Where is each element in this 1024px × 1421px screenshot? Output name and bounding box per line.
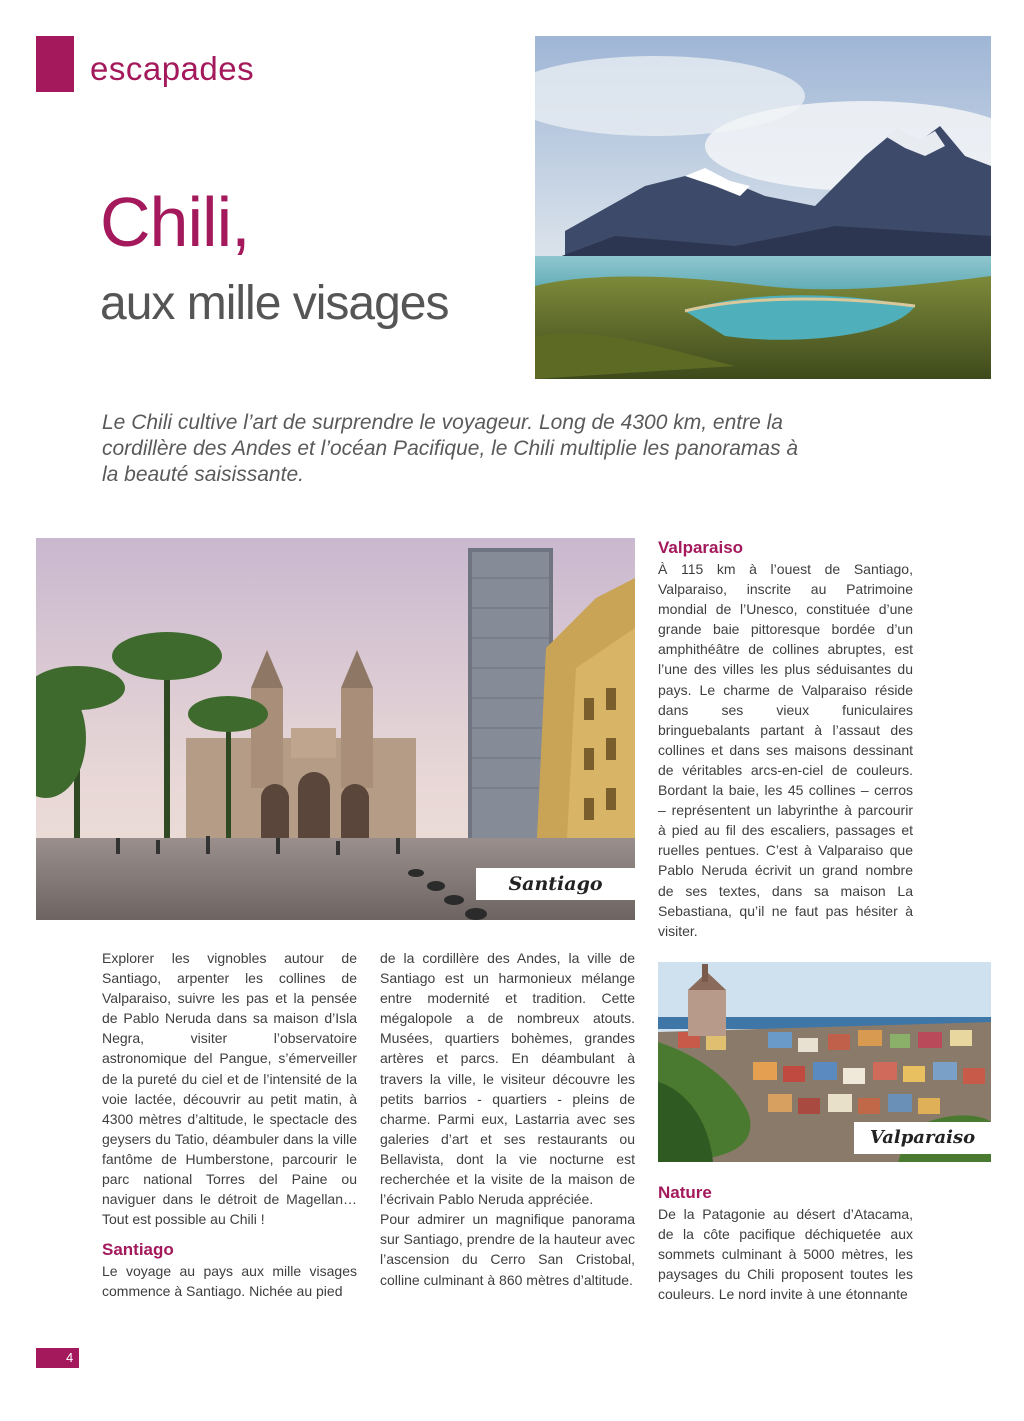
text-column-1 <box>102 948 357 1302</box>
photo-santiago <box>36 538 635 920</box>
text-column-2 <box>380 948 635 1290</box>
photo-valparaiso <box>658 962 991 1162</box>
intro-paragraph: Explorer les vignobles autour de Santiago, arpenter les collines de Valparaiso, suivre les pas et la pensée de Pablo Neruda dans sa maison d’Isla Negra, visiter l’observatoire astronomique del Pangue, s’émerveiller de la pureté du ciel et de l’intensité de la voie lactée, découvrir au petit matin, à 4300 mètres d’altitude, le spectacle des geysers du Tatio, déambuler dans la ville fantôme de Humberstone, parcourir le parc national Torres del Paine ou naviguer dans le détroit de Magellan… Tout est possible au Chili ! <box>102 950 357 1228</box>
santiago-heading: Santiago <box>102 1240 174 1260</box>
photo-caption-santiago: Santiago <box>476 868 635 900</box>
nature-paragraph: De la Patagonie au désert d’Atacama, de la côte pacifique déchiquetée aux sommets culminant à 5000 mètres, les paysages du Chili proposent toutes les couleurs. Le nord invite à une étonnante <box>658 1206 913 1303</box>
cerro-paragraph: Pour admirer un magnifique panorama sur Santiago, prendre de la hauteur avec l’ascension du Cerro San Cristobal, colline culminant à 860 mètres d’altitude. <box>380 1211 635 1288</box>
valparaiso-paragraph: À 115 km à l’ouest de Santiago, Valparaiso, inscrite au Patrimoine mondial de l’Unesco, constituée d’une grande baie pittoresque bordée d’un amphithéâtre de collines abruptes, est l’une des villes les plus séduisantes du pays. Le charme de Valparaiso réside dans ses vieux funiculaires bringuebalants partant à l’assaut des collines et dans ses maisons dessinant de véritables arcs-en-ciel de couleurs. Bordant la baie, les 45 collines – cerros – représentent un labyrinthe à parcourir à pied au fil des escaliers, passages et ruelles pentues. C’est à Valparaiso que Pablo Neruda écrivit un grand nombre de ses textes, dans sa maison La Sebastiana, qu’il ne faut pas hésiter à visiter. <box>658 561 913 939</box>
santiago-paragraph-continued: de la cordillère des Andes, la ville de Santiago est un harmonieux mélange entre modernité et tradition. Cette mégalopole a de nombreux atouts. Musées, quartiers bohèmes, grandes artères et parcs. En déambulant à travers la ville, le visiteur découvre les petits barrios - quartiers - pleins de charme. Parmi eux, Lastarria avec ses galeries d’art et ses restaurants ou Bellavista, dont la vie nocturne est recherchée et la visite de la maison de l’écrivain Pablo Neruda appréciée. <box>380 950 635 1208</box>
santiago-paragraph: Le voyage au pays aux mille visages commence à Santiago. Nichée au pied <box>102 1263 357 1300</box>
section-label: escapades <box>90 50 255 87</box>
page-title: Chili, <box>100 183 250 261</box>
section-color-bar <box>36 36 74 92</box>
lead-paragraph: Le Chili cultive l’art de surprendre le voyageur. Long de 4300 km, entre la cordillère des Andes et l’océan Pacifique, le Chili multiplie les panoramas à la beauté saisissante. <box>102 411 799 486</box>
valparaiso-heading: Valparaiso <box>658 538 744 557</box>
photo-caption-valparaiso: Valparaiso <box>854 1122 991 1154</box>
hero-photo-patagonia <box>535 36 991 379</box>
text-column-3-bottom <box>658 1182 913 1304</box>
page-subtitle: aux mille visages <box>100 277 449 330</box>
nature-heading: Nature <box>658 1183 712 1202</box>
text-column-3-top <box>658 537 913 941</box>
page-number: 4 <box>36 1348 79 1368</box>
